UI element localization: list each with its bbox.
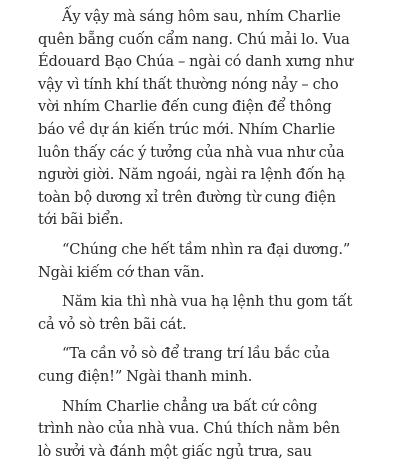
text-line: Năm kia thì nhà vua hạ lệnh thu gom tất bbox=[62, 293, 353, 311]
text-line: trình nào của nhà vua. Chú thích nằm bên bbox=[38, 420, 340, 438]
text-line: báo về dự án kiến trúc mới. Nhím Charlie bbox=[38, 120, 336, 138]
paragraph-4 bbox=[38, 343, 364, 388]
text-line: luôn thấy các ý tưởng của nhà vua như của bbox=[38, 143, 345, 161]
text-line: “Chúng che hết tầm nhìn ra đại dương.” bbox=[62, 240, 351, 258]
paragraph-1 bbox=[38, 6, 364, 232]
text-line: người giời. Năm ngoái, ngài ra lệnh đốn hạ bbox=[38, 166, 346, 184]
text-line: vời nhím Charlie đến cung điện để thông bbox=[38, 98, 332, 116]
text-line: toàn bộ dương xỉ trên đường từ cung điện bbox=[38, 188, 336, 206]
text-line: quên bẵng cuốn cẩm nang. Chú mải lo. Vua bbox=[38, 30, 350, 48]
text-line: Nhím Charlie chẳng ưa bất cứ công bbox=[62, 397, 318, 415]
paragraph-5 bbox=[38, 396, 364, 464]
paragraph-2 bbox=[38, 239, 364, 284]
story-text-column bbox=[38, 6, 364, 470]
text-line: Ngài kiếm cớ than vãn. bbox=[38, 263, 205, 281]
text-line: Édouard Bạo Chúa – ngài có danh xưng như bbox=[38, 53, 353, 71]
paragraph-3 bbox=[38, 291, 364, 336]
text-line: vậy vì tính khí thất thường nóng nảy – cho bbox=[38, 75, 339, 93]
text-line: cả vỏ sò trên bãi cát. bbox=[38, 315, 187, 333]
text-line: tới bãi biển. bbox=[38, 211, 124, 229]
text-line: Ấy vậy mà sáng hôm sau, nhím Charlie bbox=[62, 8, 341, 25]
text-line: cung điện!” Ngài thanh minh. bbox=[38, 367, 253, 385]
text-line: lò sưởi và đánh một giấc ngủ trưa, sau bbox=[38, 442, 312, 460]
text-line: “Ta cần vỏ sò để trang trí lầu bắc của bbox=[62, 345, 330, 363]
